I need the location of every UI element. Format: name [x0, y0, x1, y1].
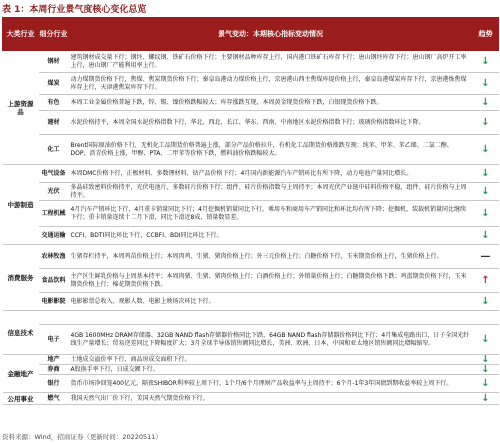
change-description: 生猪存栏持平，本周鸡苗价格上行；本周肉鸡、生猪、猪肉价格上行；外三元价格上行；白糖价格下行，玉米期货价格上行，生猪价格上行。 [69, 245, 473, 269]
sub-industry: 农林牧渔 [39, 245, 69, 269]
table-row [3, 201, 499, 227]
change-description: 本周DMC价格下行，正极材料、多数锂材料、钴产品价格下行；4月国内新能源汽车产销环比有所下降，动力电池产量同比增长。 [69, 165, 473, 183]
sub-industry: 煤炭 [39, 73, 69, 95]
table-row [3, 135, 499, 165]
sub-industry: 交通运输 [39, 227, 69, 245]
header-row [3, 18, 499, 51]
sub-industry: 电影影院 [39, 293, 69, 311]
sub-industry: 燃气 [39, 393, 69, 405]
table-row [3, 245, 499, 269]
table-row [3, 393, 499, 405]
major-category: 消费服务 [3, 245, 39, 311]
industry-overview-table [2, 17, 499, 405]
sub-industry [39, 311, 69, 325]
change-description: 水泥价格持平，本周全国水泥价格指数下行，华北、西北、长江、华东、西南、中南地区水泥价格指数下行；玻璃价格指数环比下降。 [69, 111, 473, 135]
change-description: 主产区生鲜乳价格与上周基本持平；本周肉猪、生猪、猪肉价格上行；白酒价格上行；外销量价格上行；白糖期货价格下跌；鸡蛋期货价格下行，玉米期货价格上行；棉花期货价格下跌。 [69, 269, 473, 293]
change-description: 4GB 1600MHz DRAM存储器、32GB NAND flash存储器价格同比下跌，64GB NAND flash存储器价格同比下行；4月集成电路出口，日子全国光纤线生产量增长；贸易逆差同比下降幅度扩大；3月全球半导体销售额同比增长，美洲、欧洲、日本、中国和亚太地区销售额同比增幅缩窄。 [69, 325, 473, 355]
sub-industry: 建材 [39, 111, 69, 135]
change-description: 土地成交溢价率下行，商品房成交面积下行。 [69, 355, 473, 365]
trend-flat-icon [473, 311, 499, 325]
table-row [3, 269, 499, 293]
major-category: 信息技术 [3, 311, 39, 355]
trend-down-icon: ↓ [473, 51, 499, 73]
trend-down-icon: ↓ [473, 365, 499, 375]
sub-industry: 钢材 [39, 51, 69, 73]
table-row [3, 325, 499, 355]
change-description: 多晶硅致密料价格持平，光伏电池片、多数硅片价格下行；组件、硅片价格指数与上周持平；本周光伏产业链中硅料价格平稳，组件、硅片价格与上周持平。 [69, 183, 473, 201]
table-row [3, 165, 499, 183]
change-description: 动力煤期货价格下行，焦煤、焦炭期货价格下行；秦皇岛港动力煤价格上行，京唐港山西主焦煤库提价格上行，秦皇岛港煤炭库存下行，京唐港炼焦煤库存上行，天津港焦炭库存下行。 [69, 73, 473, 95]
table-row [3, 51, 499, 73]
trend-down-icon: ↓ [473, 95, 499, 111]
trend-down-icon: ↓ [473, 393, 499, 405]
header-sub: 细分行业 [39, 18, 69, 51]
trend-up-icon: ↑ [473, 269, 499, 293]
trend-down-icon: ↓ [473, 73, 499, 95]
table-row [3, 365, 499, 375]
change-description: 4月汽车产销环比下行，4月重卡销量同比下行；4月挖掘机销量同比下行，乘用车和商用车产销同比和环比均有所下降；挖掘机、装载机销量同比继续下行；重卡销量连续十二月下滑，同比下滑近8成，销量数显差。 [69, 201, 473, 227]
sub-industry: 有色 [39, 95, 69, 111]
major-category: 中游制造 [3, 165, 39, 245]
sub-industry: 工程机械 [39, 201, 69, 227]
table-row [3, 227, 499, 245]
change-description: CCFI、BDTI同比环比下行，CCBFI、BDI同比环比下行。 [69, 227, 473, 245]
major-category: 上游资源品 [3, 51, 39, 165]
sub-industry: 银行 [39, 375, 69, 393]
change-description: 电影影票总收入、观影人数、电影上映场次环比下行。 [69, 293, 473, 311]
sub-industry: 电气设备 [39, 165, 69, 183]
change-description: 货币市场净回笼400亿元，隔夜SHIBOR利率较上周下行，1个月/6个月理财产品收益率与上周持平；6个月-1年3年国债到期收益率较上周下行。 [69, 375, 473, 393]
trend-down-icon: ↓ [473, 165, 499, 183]
table-row [3, 355, 499, 365]
sub-industry: 光伏 [39, 183, 69, 201]
trend-down-icon: ↓ [473, 325, 499, 355]
trend-down-icon: ↓ [473, 201, 499, 227]
table-body [3, 51, 499, 405]
sub-industry: 券商 [39, 365, 69, 375]
sub-industry: 化工 [39, 135, 69, 165]
table-row [3, 95, 499, 111]
sub-industry: 电子 [39, 325, 69, 355]
change-description: 建筑钢材成交量下行；钢坯、螺纹钢、铁矿石价格下行；主要钢材品种库存上行，国内港口铁矿石库存下行；唐山钢坯库存下行；唐山钢厂高炉开工率上行，唐山钢厂产能利用率上行。 [69, 51, 473, 73]
major-category: 金融地产 [3, 355, 39, 393]
table-row [3, 111, 499, 135]
table-title: 表 1：本周行业景气度核心变化总览 [2, 5, 147, 15]
trend-down-icon: ↓ [473, 135, 499, 165]
trend-down-icon: ↓ [473, 111, 499, 135]
major-category: 公用事业 [3, 393, 39, 405]
trend-down-icon: ↓ [473, 183, 499, 201]
table-row [3, 375, 499, 393]
table-row [3, 293, 499, 311]
header-major: 大类行业 [3, 18, 39, 51]
change-description: 本周工业金属价格普遍下跌，锌、锡、镍价格跌幅较大；库存涨跌互现，本周黄金现货价格下跌，白银现货价格下跌。 [69, 95, 473, 111]
table-row [3, 311, 499, 325]
source-footer: 资料来源：Wind，招商证券（更新时间：20220511） [2, 433, 162, 441]
trend-down-icon: ↓ [473, 355, 499, 365]
change-description [69, 311, 473, 325]
trend-down-icon: ↓ [473, 227, 499, 245]
sub-industry: 地产 [39, 355, 69, 365]
trend-down-icon: ↓ [473, 293, 499, 311]
change-description: A股换手率下行，日成交额下行。 [69, 365, 473, 375]
table-row [3, 73, 499, 95]
sub-industry: 食品饮料 [39, 269, 69, 293]
change-description: Brent国际原油价格下行，无机化工品期货价格普遍上涨，部分产品价格拉升，有机化工品期货价格涨跌互现：纯苯、甲苯、苯乙烯、二氯二醇、DOP、沥青价格上涨，甲醇、PTA、二甲苯等价格下跌，燃料油价格跌幅较大。 [69, 135, 473, 165]
trend-down-icon: ↓ [473, 375, 499, 393]
header-change: 景气变动：本期核心指标变动情况 [69, 18, 473, 51]
table-row [3, 183, 499, 201]
trend-flat-icon: — [473, 245, 499, 269]
header-trend: 趋势 [473, 18, 499, 51]
change-description: 我国天然气出厂价下行，美国天然气期货价格下行。 [69, 393, 473, 405]
